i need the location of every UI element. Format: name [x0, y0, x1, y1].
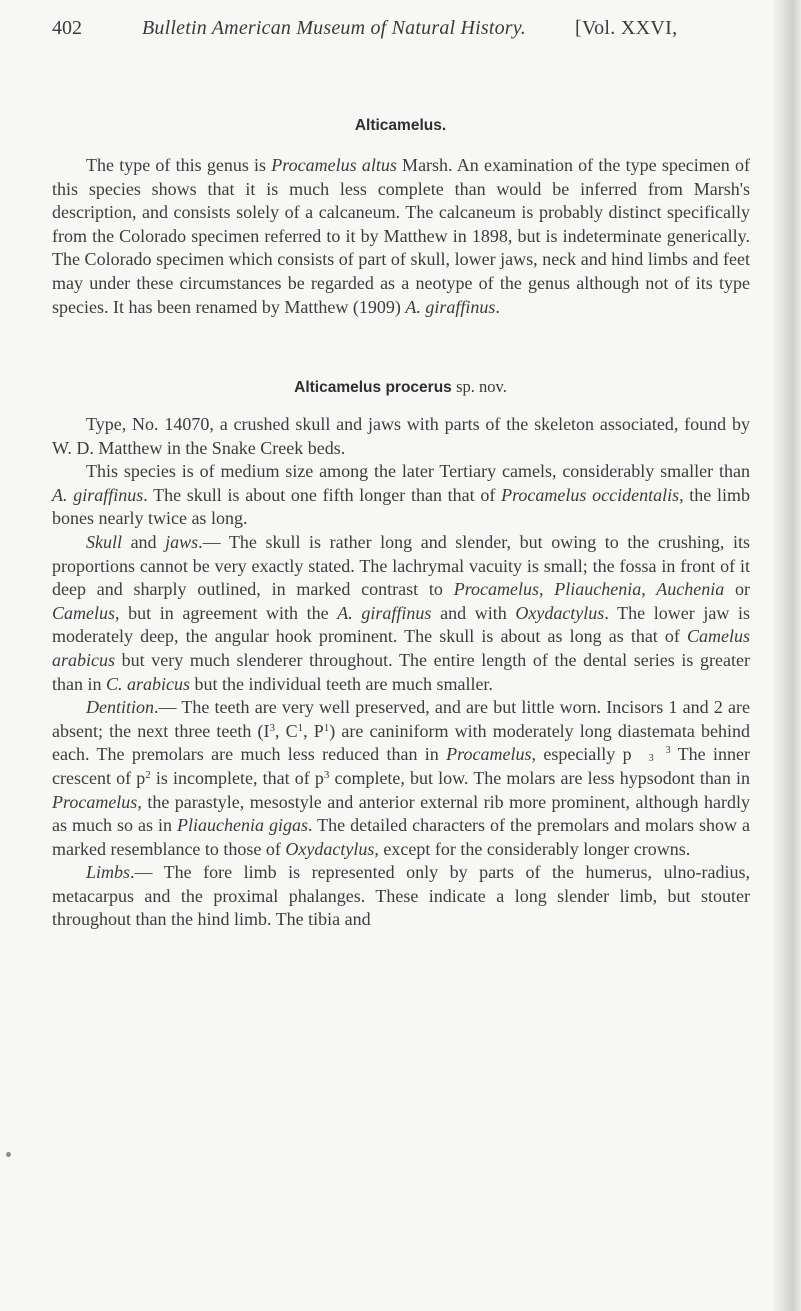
margin-speck	[6, 1152, 11, 1157]
subsection-head: Limbs	[86, 862, 131, 883]
taxon-name: Camelus	[52, 602, 115, 623]
taxon-name: Procamelus occidentalis	[501, 484, 680, 505]
text-run: The inner crescent of p	[52, 744, 750, 788]
tooth-superscript: 2	[145, 768, 151, 781]
taxon-name: Procamelus, Pliauchenia, Auchenia	[453, 579, 725, 600]
text-run: , the parastyle, mesostyle and anterior external rib more prominent, although hardly as much so as in	[52, 791, 750, 836]
text-run: or	[724, 579, 750, 600]
subsection-head: Skull	[86, 531, 122, 552]
text-run: Marsh. An examination of the type specimen of this species shows that it is much less complete than would be inferred from Marsh's description, and consists solely of a calcaneum. The calcaneum is probably distinct specifically from the Colorado specimen referred to it by Matthew in 1898, but is indeterminate generically. The Colorado specimen which consists of part of skull, lower jaws, neck and hind limbs and feet may under these circumstances be regarded as a neotype of the genus although not of its type species. It has been renamed by Matthew (1909)	[52, 155, 750, 317]
text-run: , P	[303, 720, 324, 741]
text-run: , especially p	[531, 744, 632, 765]
text-run: and	[122, 531, 166, 552]
species-name: Alticamelus procerus	[294, 379, 452, 396]
text-run: .— The fore limb is represented only by parts of the humerus, ulno-radius, metacarpus and the proximal phalanges. These indicate a long slender limb, but stouter throughout than the hind limb. The tibia and	[52, 862, 750, 930]
taxon-name: A. giraffinus	[405, 296, 496, 317]
text-run: but the individual teeth are much smaller.	[190, 673, 493, 694]
volume-label: [Vol. XXVI,	[575, 17, 678, 39]
taxon-name: Procamelus altus	[271, 155, 397, 175]
tooth-superscript: 1	[323, 721, 330, 734]
journal-title: Bulletin American Museum of Natural History.	[142, 17, 526, 39]
text-run: . The lower jaw is moderately deep, the angular hook prominent. The skull is about as long as that of	[52, 602, 750, 647]
taxon-name: C. arabicus	[106, 673, 191, 694]
page-number: 402	[52, 17, 82, 39]
text-run: .— The teeth are very well preserved, and are but little worn. Incisors 1 and 2 are absent; the next three teeth (I	[52, 697, 750, 741]
fraction-top: 3	[665, 745, 671, 757]
taxon-name: Oxydactylus	[515, 602, 605, 623]
taxon-name: Procamelus	[446, 744, 532, 765]
text-run: complete, but low. The molars are less hypsodont than in	[329, 767, 751, 788]
tooth-fraction	[632, 747, 671, 763]
text-run: , C	[275, 720, 298, 741]
tooth-superscript: 1	[297, 721, 304, 734]
taxon-name: Oxydactylus	[285, 838, 375, 859]
species-heading	[0, 377, 801, 397]
type-paragraph	[52, 413, 750, 460]
species-status: sp. nov.	[456, 377, 507, 396]
text-run: but very much slenderer throughout. The entire length of the dental series is greater than in	[52, 649, 750, 694]
text-run: Type, No. 14070, a crushed skull and jaws with parts of the skeleton associated, found by W. D. Matthew in the Snake Creek beds.	[52, 414, 750, 458]
text-run: ) are caniniform with moderately long diastemata behind each. The premolars are much less reduced than in	[52, 720, 751, 765]
text-run: The type of this genus is	[86, 155, 272, 175]
text-run: and with	[431, 602, 516, 623]
genus-paragraph	[52, 154, 750, 319]
genus-paragraph-block	[52, 154, 750, 319]
species-description-block	[52, 413, 750, 932]
genus-heading: Alticamelus.	[354, 117, 447, 134]
taxon-name: A. giraffinus	[52, 484, 144, 505]
text-run: .— The skull is rather long and slender, but owing to the crushing, its proportions cannot be very exactly stated. The lachrymal vacuity is small; the fossa in front of it deep and sharply outlined, in marked contrast to	[52, 531, 750, 600]
running-head	[52, 12, 752, 44]
size-paragraph	[52, 460, 750, 531]
text-run: . The skull is about one fifth longer than that of	[143, 484, 502, 505]
subsection-head: jaws	[165, 531, 199, 552]
tooth-superscript: 3	[323, 768, 330, 781]
taxon-name: Procamelus	[52, 791, 138, 812]
limbs-paragraph	[52, 861, 750, 932]
subsection-head: Dentition	[86, 697, 154, 718]
text-run: This species is of medium size among the later Tertiary camels, considerably smaller than	[86, 461, 750, 482]
skull-paragraph	[52, 531, 750, 696]
taxon-name: Camelus arabicus	[52, 626, 750, 670]
taxon-name: A. giraffinus	[337, 602, 432, 623]
text-run: .	[495, 296, 500, 317]
text-run: , except for the considerably longer crowns.	[374, 838, 691, 859]
dentition-paragraph	[52, 696, 750, 861]
fraction-bottom: 3	[648, 753, 654, 765]
page-edge-shadow	[773, 0, 801, 1311]
taxon-name: Pliauchenia gigas	[177, 815, 308, 836]
text-run: , the limb bones nearly twice as long.	[52, 484, 750, 529]
text-run: is incomplete, that of p	[150, 767, 324, 788]
tooth-superscript: 3	[269, 721, 276, 734]
text-run: . The detailed characters of the premolars and molars show a marked resemblance to those of	[52, 815, 750, 859]
text-run: , but in agreement with the	[115, 602, 338, 623]
